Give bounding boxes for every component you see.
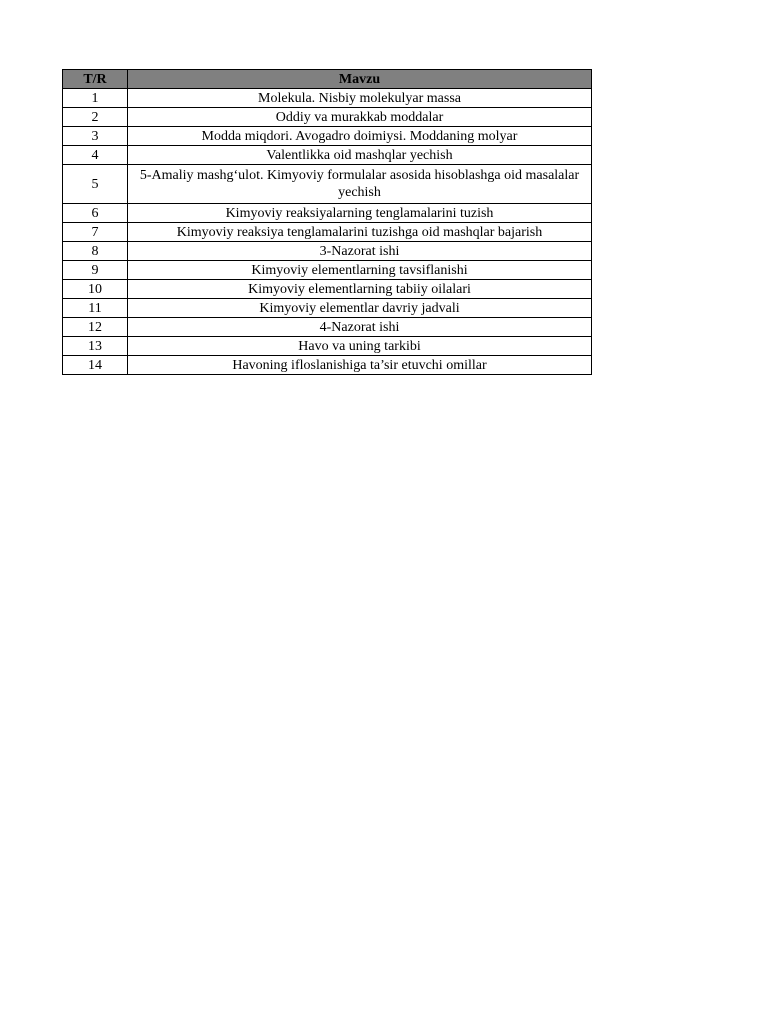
topics-table [62, 69, 592, 375]
row-topic: 5-Amaliy mashg‘ulot. Kimyoviy formulalar asosida hisoblashga oid masalalar yechish [128, 165, 592, 204]
table-row [63, 356, 592, 375]
row-number: 8 [63, 242, 128, 261]
row-number: 11 [63, 299, 128, 318]
row-number: 4 [63, 146, 128, 165]
row-topic: Kimyoviy elementlar davriy jadvali [128, 299, 592, 318]
row-number: 7 [63, 223, 128, 242]
header-number: T/R [63, 70, 128, 89]
row-number: 14 [63, 356, 128, 375]
table-row [63, 165, 592, 204]
table-row [63, 299, 592, 318]
row-topic: 4-Nazorat ishi [128, 318, 592, 337]
row-topic: Modda miqdori. Avogadro doimiysi. Moddaning molyar [128, 127, 592, 146]
row-number: 6 [63, 204, 128, 223]
table-row [63, 337, 592, 356]
row-number: 12 [63, 318, 128, 337]
row-number: 10 [63, 280, 128, 299]
row-number: 2 [63, 108, 128, 127]
table-header-row [63, 70, 592, 89]
row-number: 5 [63, 165, 128, 204]
table-row [63, 242, 592, 261]
header-topic: Mavzu [128, 70, 592, 89]
row-topic: Valentlikka oid mashqlar yechish [128, 146, 592, 165]
row-number: 3 [63, 127, 128, 146]
row-number: 1 [63, 89, 128, 108]
row-topic: Kimyoviy elementlarning tavsiflanishi [128, 261, 592, 280]
table-row [63, 261, 592, 280]
row-topic: 3-Nazorat ishi [128, 242, 592, 261]
row-topic: Kimyoviy elementlarning tabiiy oilalari [128, 280, 592, 299]
row-number: 9 [63, 261, 128, 280]
row-topic: Havoning ifloslanishiga ta’sir etuvchi omillar [128, 356, 592, 375]
table-row [63, 89, 592, 108]
table-row [63, 223, 592, 242]
table-row [63, 318, 592, 337]
row-topic: Havo va uning tarkibi [128, 337, 592, 356]
table-row [63, 146, 592, 165]
table-row [63, 127, 592, 146]
row-topic: Kimyoviy reaksiya tenglamalarini tuzishga oid mashqlar bajarish [128, 223, 592, 242]
table-row [63, 108, 592, 127]
row-topic: Oddiy va murakkab moddalar [128, 108, 592, 127]
row-topic: Kimyoviy reaksiyalarning tenglamalarini tuzish [128, 204, 592, 223]
row-topic: Molekula. Nisbiy molekulyar massa [128, 89, 592, 108]
row-number: 13 [63, 337, 128, 356]
table-row [63, 204, 592, 223]
table-row [63, 280, 592, 299]
